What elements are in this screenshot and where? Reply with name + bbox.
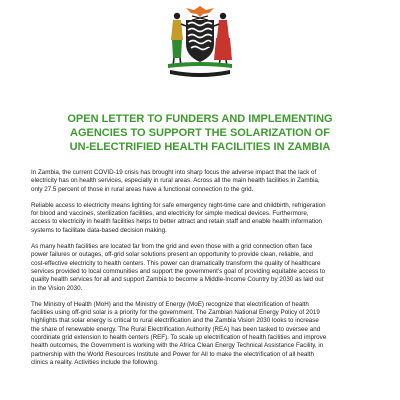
text-line: facilities using off-grid solar is a priority for the government. The Zambian National Energy Policy of 2019 — [31, 309, 320, 317]
right-supporter-figure-icon — [214, 13, 232, 66]
title-line: OPEN LETTER TO FUNDERS AND IMPLEMENTING — [67, 113, 333, 125]
title-line: UN-ELECTRIFIED HEALTH FACILITIES IN ZAMBIA — [69, 141, 331, 153]
paragraph — [31, 301, 377, 367]
text-line: systems to facilitate data-based decision making. — [31, 226, 167, 234]
title-line: AGENCIES TO SUPPORT THE SOLARIZATION OF — [70, 127, 330, 139]
zambia-coat-of-arms-icon — [150, 2, 250, 78]
text-line: the share of renewable energy. The Rural Electrification Authority (REA) has been tasked to oversee and — [31, 325, 321, 333]
eagle-icon — [186, 6, 214, 17]
text-line: access to electricity in health facilities helps to better attract and retain staff and enable health information — [31, 218, 323, 226]
text-line: quality health services for all and support Zambia to become a Middle-Income Country by 2030 as laid out — [31, 276, 324, 284]
letter-body — [31, 169, 377, 367]
text-line: partnership with the World Resources Institute and Power for All to make the electrification of all health — [31, 350, 315, 358]
shield-icon — [186, 20, 214, 62]
text-line: only 27.5 percent of those in rural areas have a functional connection to the grid. — [31, 185, 254, 193]
left-supporter-figure-icon — [171, 13, 186, 66]
text-line: electricity has on health services, especially in rural areas. Across all the main health facilities in Zambia, — [31, 177, 320, 185]
text-line: Reliable access to electricity means lighting for safe emergency night-time care and childbirth, refrigeration — [31, 201, 326, 209]
paragraph — [31, 202, 377, 235]
paragraph — [31, 169, 377, 194]
letter-title — [20, 112, 380, 154]
text-line: In Zambia, the current COVID-19 crisis has brought into sharp focus the adverse impact that the lack of — [31, 169, 317, 176]
ground-icon — [168, 62, 232, 68]
text-line: for blood and vaccines, sterilization facilities, and electricity for simple medical devices. Furthermore, — [31, 210, 309, 218]
text-line: As many health facilities are located far from the grid and even those with a grid connection often face — [31, 243, 313, 251]
text-line: cost-effective electricity to health centers. This power can dramatically transform the quality of healthcare — [31, 259, 321, 267]
text-line: power failures or outages, off-grid solar solutions present an opportunity to provide clean, reliable, and — [31, 251, 313, 259]
text-line: services provided to local communities and support the government’s goal of providing equitable access to — [31, 267, 326, 275]
text-line: health outcomes, the Government is working with the Africa Clean Energy Technical Assistance Facility, in — [31, 342, 324, 350]
text-line: The Ministry of Health (MoH) and the Ministry of Energy (MoE) recognize that electrification of health — [31, 300, 309, 308]
motto-ribbon-icon — [170, 70, 230, 77]
text-line: in the Vision 2030. — [31, 284, 83, 292]
text-line: highlights that solar energy is critical to rural electrification and the Zambia Vision 2030 looks to increase — [31, 317, 319, 325]
text-line: coordinate grid extension to health centers (REF). To scale up electrification of health facilities and improve — [31, 334, 327, 342]
text-line: clinics a reality. Activities include the following. — [31, 358, 159, 366]
paragraph — [31, 243, 377, 293]
